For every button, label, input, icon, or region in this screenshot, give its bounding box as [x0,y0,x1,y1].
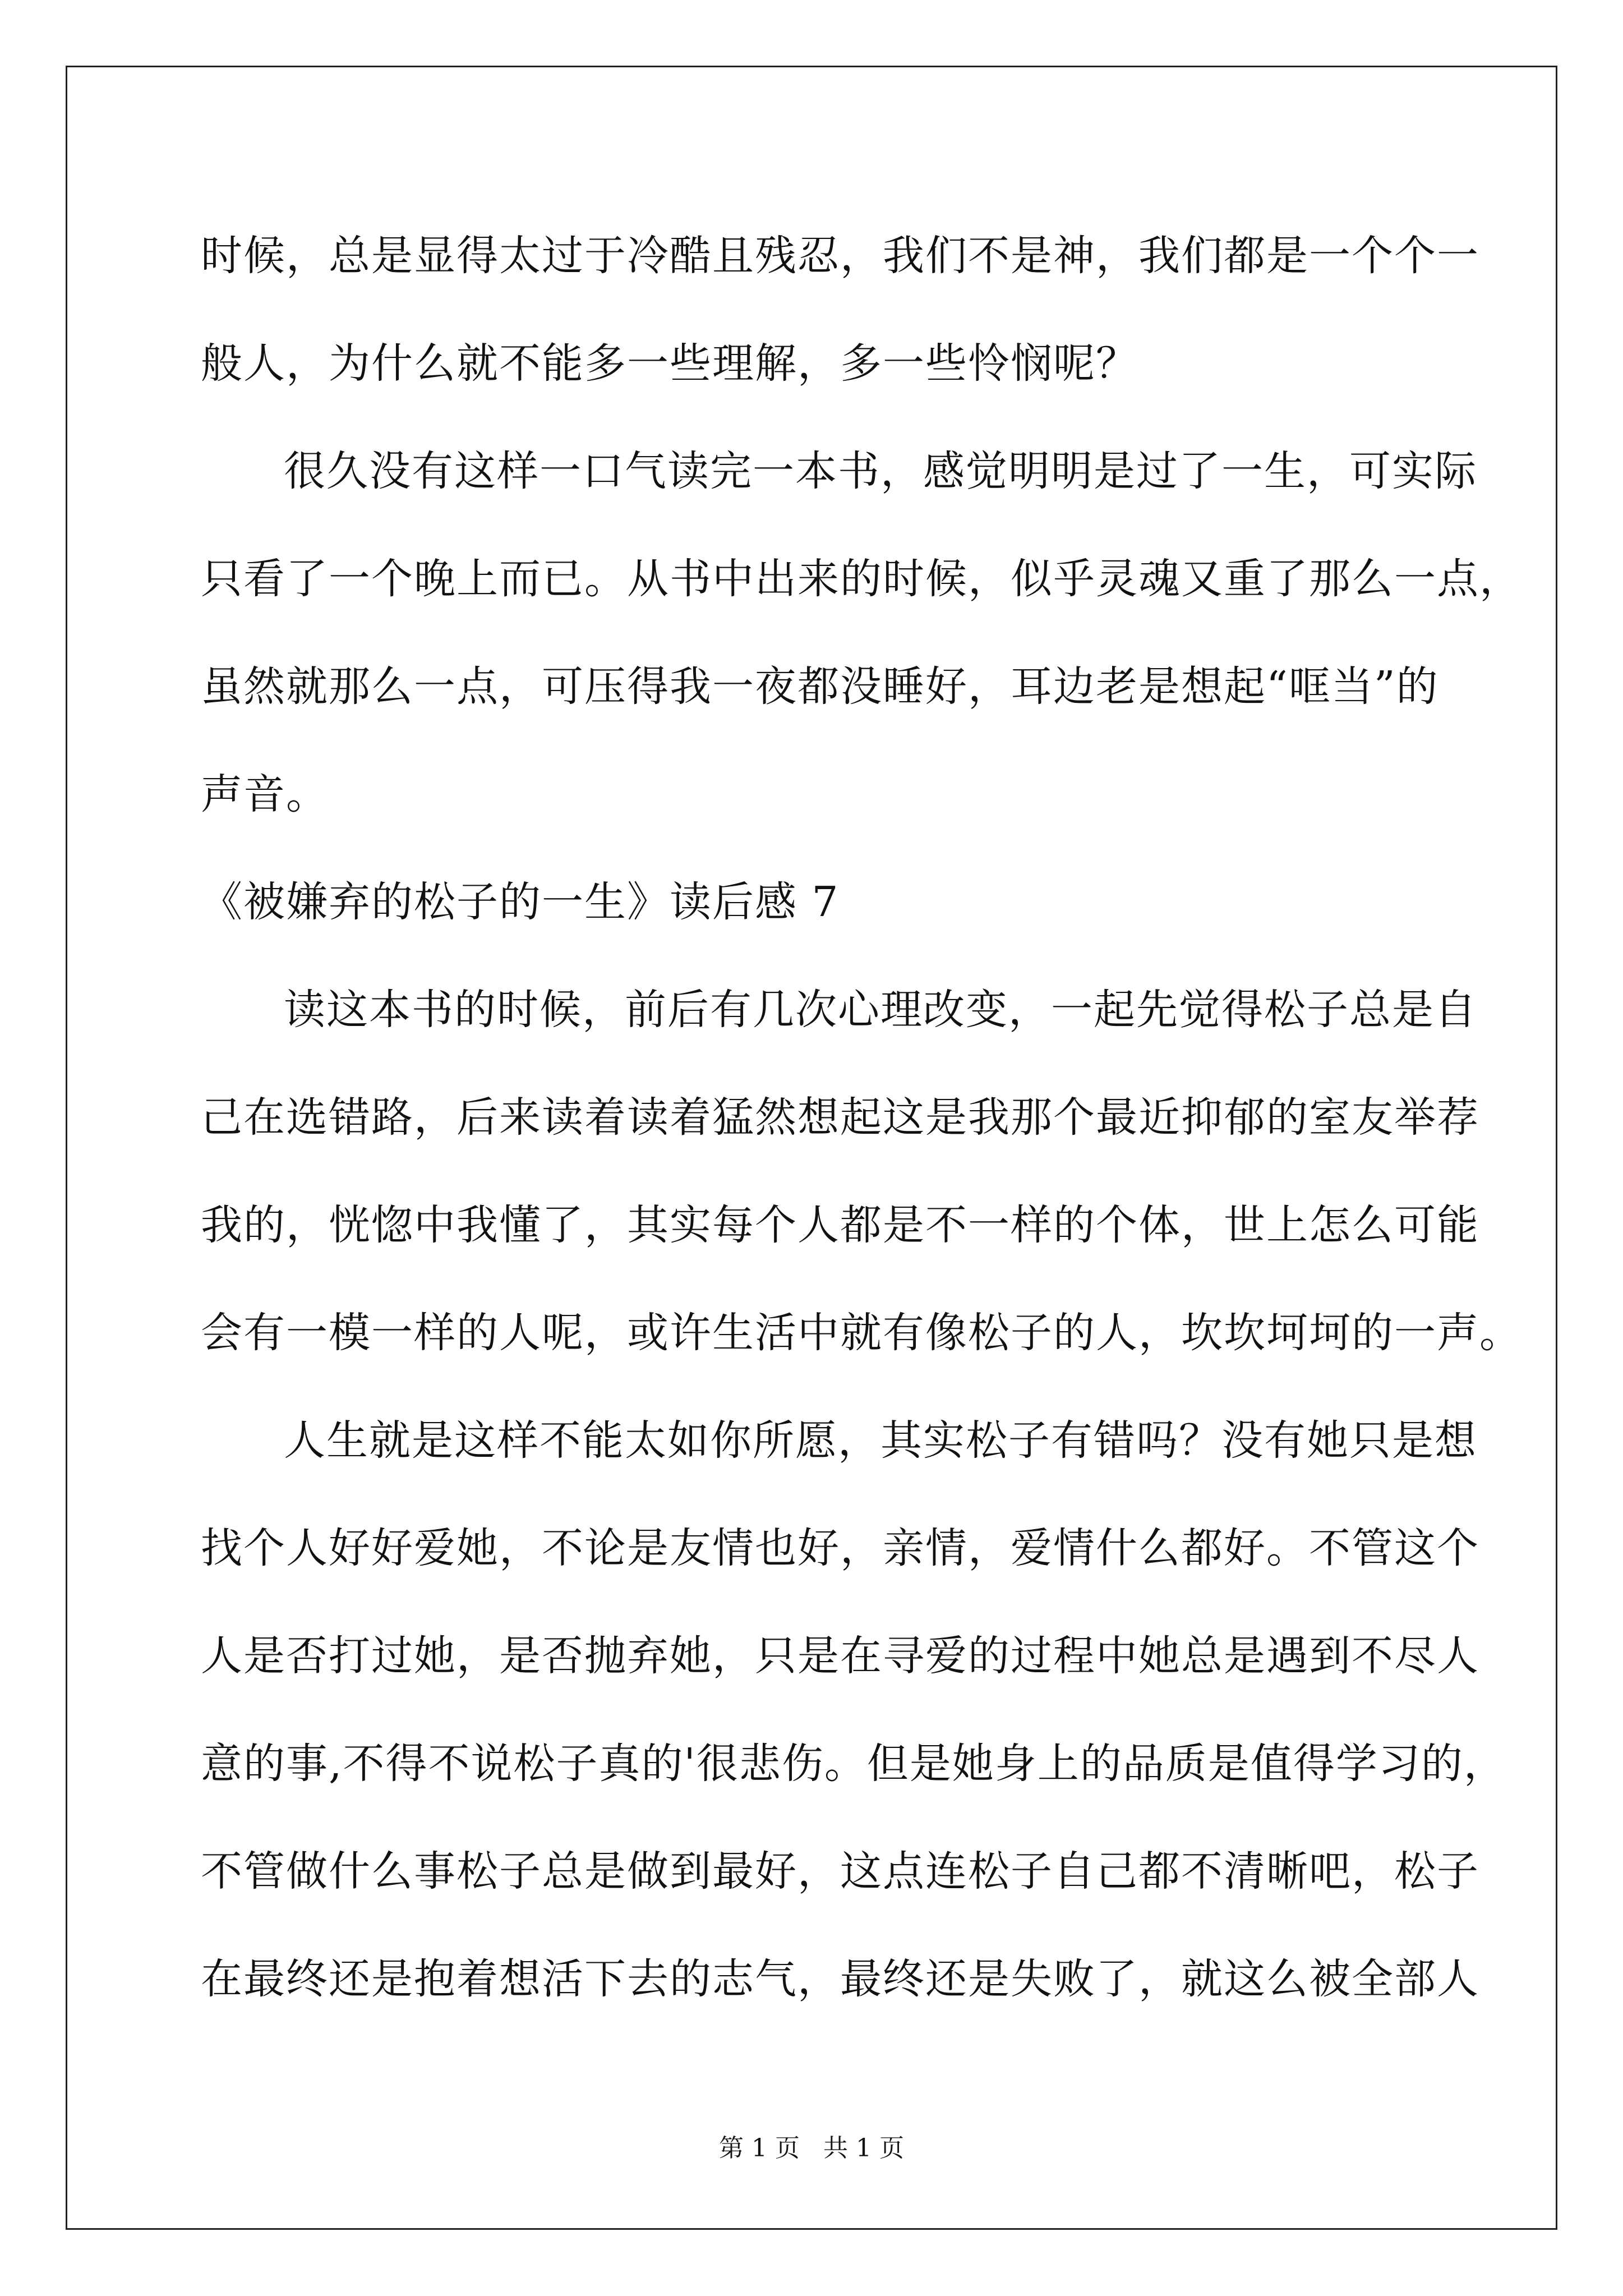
paragraph-line: 人是否打过她，是否抛弃她，只是在寻爱的过程中她总是遇到不尽人 [201,1632,1479,1680]
paragraph-line: 意的事,不得不说松子真的'很悲伤。但是她身上的品质是值得学习的， [201,1740,1506,1788]
paragraph-line: 很久没有这样一口气读完一本书，感觉明明是过了一生，可实际 [284,447,1477,495]
paragraph-line: 找个人好好爱她，不论是友情也好，亲情，爱情什么都好。不管这个 [201,1524,1479,1572]
document-body [201,202,1522,2033]
paragraph-line: 声音。 [201,770,329,818]
paragraph-line: 会有一模一样的人呢，或许生活中就有像松子的人，坎坎坷坷的一声。 [201,1309,1522,1357]
section-heading: 《被嫌弃的松子的一生》读后感 7 [201,878,840,926]
paragraph-line: 只看了一个晚上而已。从书中出来的时候，似乎灵魂又重了那么一点， [201,555,1522,603]
paragraph-line: 读这本书的时候，前后有几次心理改变，一起先觉得松子总是自 [284,986,1477,1034]
paragraph-line: 时候，总是显得太过于冷酷且残忍，我们不是神，我们都是一个个一 [201,232,1479,280]
paragraph-line: 己在选错路，后来读着读着猛然想起这是我那个最近抑郁的室友举荐 [201,1093,1479,1142]
paragraph-line: 在最终还是抱着想活下去的志气，最终还是失败了，就这么被全部人 [201,1955,1479,2003]
paragraph-line: 不管做什么事松子总是做到最好，这点连松子自己都不清晰吧，松子 [201,1847,1479,1895]
page-number-footer: 第 1 页 共 1 页 [719,2134,904,2162]
paragraph-line: 人生就是这样不能太如你所愿，其实松子有错吗？没有她只是想 [284,1416,1477,1465]
paragraph-line: 般人，为什么就不能多一些理解，多一些怜悯呢？ [201,339,1138,388]
paragraph-line: 虽然就那么一点，可压得我一夜都没睡好，耳边老是想起“哐当”的 [201,662,1439,711]
paragraph-line: 我的，恍惚中我懂了，其实每个人都是不一样的个体，世上怎么可能 [201,1201,1479,1249]
